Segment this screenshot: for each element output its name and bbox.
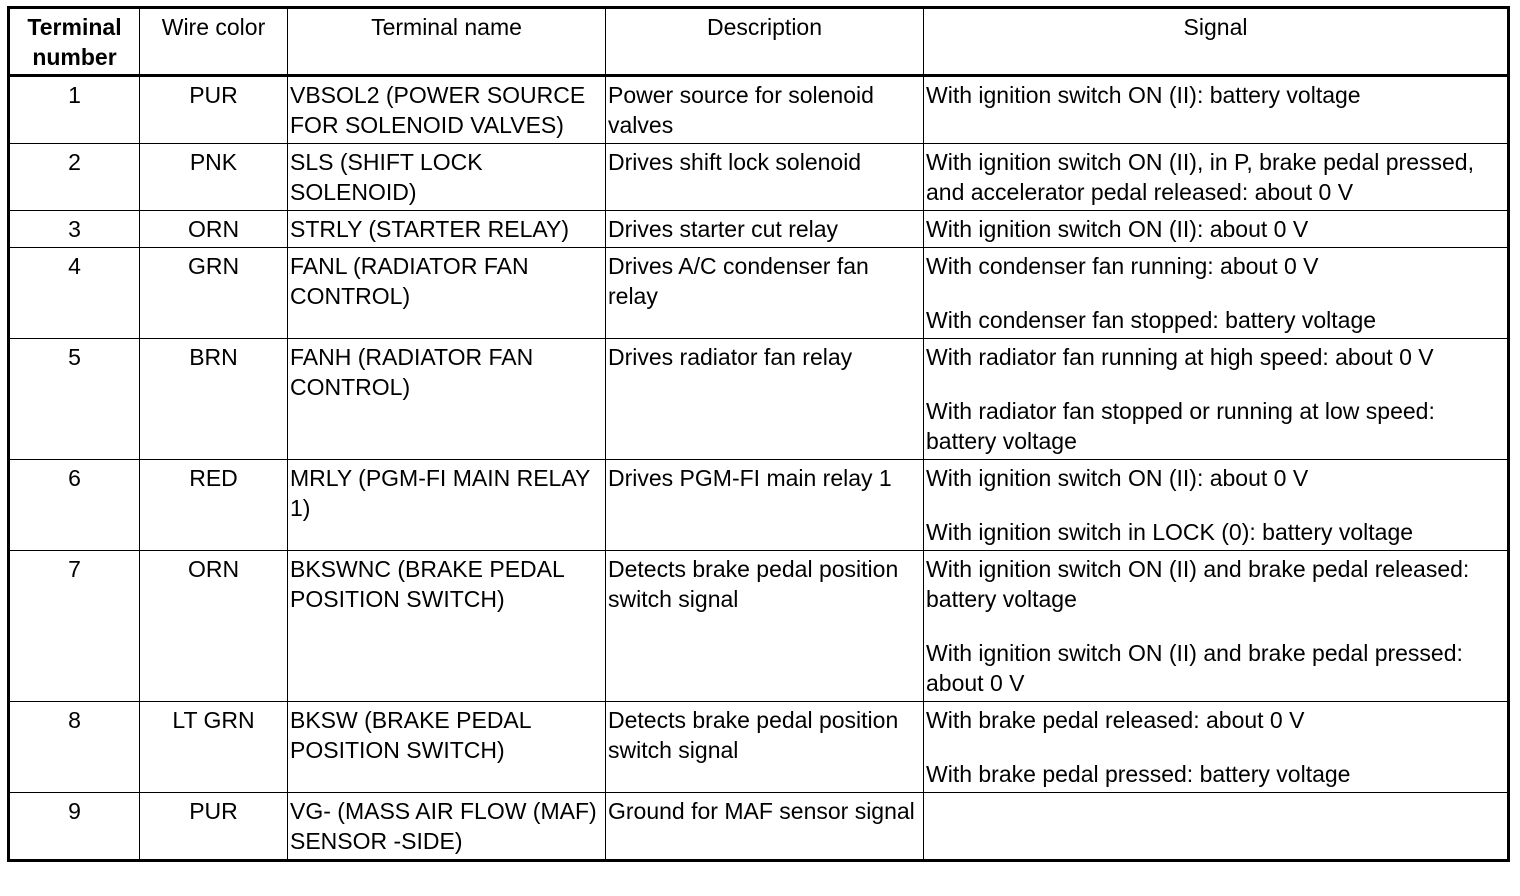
wire-color-cell: GRN <box>140 248 288 339</box>
signal-condition: With brake pedal pressed: battery voltage <box>926 761 1351 787</box>
signal-condition: With condenser fan stopped: battery voltage <box>926 307 1377 333</box>
header-description: Description <box>606 8 924 76</box>
terminal-name-cell: FANL (RADIATOR FAN CONTROL) <box>288 248 606 339</box>
terminal-name-cell: VG- (MASS AIR FLOW (MAF) SENSOR -SIDE) <box>288 793 606 861</box>
wire-color-cell: BRN <box>140 339 288 460</box>
signal-cell <box>924 339 1509 460</box>
signal-condition: With ignition switch ON (II) and brake pedal released: battery voltage <box>926 556 1470 612</box>
signal-cell <box>924 144 1509 211</box>
header-wire-color: Wire color <box>140 8 288 76</box>
header-terminal-name: Terminal name <box>288 8 606 76</box>
description-cell: Drives shift lock solenoid <box>606 144 924 211</box>
description-cell: Drives A/C condenser fan relay <box>606 248 924 339</box>
terminal-number-cell: 3 <box>9 211 140 248</box>
signal-cell <box>924 551 1509 702</box>
signal-condition: With ignition switch in LOCK (0): battery voltage <box>926 519 1414 545</box>
table-row <box>9 793 1509 861</box>
table-row <box>9 144 1509 211</box>
signal-cell <box>924 248 1509 339</box>
signal-cell <box>924 76 1509 144</box>
terminal-name-cell: MRLY (PGM-FI MAIN RELAY 1) <box>288 460 606 551</box>
terminal-number-cell: 9 <box>9 793 140 861</box>
wire-color-cell: ORN <box>140 551 288 702</box>
signal-condition: With ignition switch ON (II): about 0 V <box>926 465 1309 491</box>
table-row <box>9 76 1509 144</box>
terminal-number-cell: 1 <box>9 76 140 144</box>
wire-color-cell: RED <box>140 460 288 551</box>
description-cell: Ground for MAF sensor signal <box>606 793 924 861</box>
terminal-number-cell: 4 <box>9 248 140 339</box>
header-terminal-number <box>9 8 140 76</box>
signal-cell <box>924 702 1509 793</box>
signal-condition: With brake pedal released: about 0 V <box>926 707 1305 733</box>
table-row <box>9 702 1509 793</box>
terminal-number-cell: 2 <box>9 144 140 211</box>
header-terminal-number-line1: Terminal <box>27 14 122 40</box>
wire-color-cell: PUR <box>140 76 288 144</box>
terminal-name-cell: SLS (SHIFT LOCK SOLENOID) <box>288 144 606 211</box>
signal-condition: With ignition switch ON (II) and brake pedal pressed: about 0 V <box>926 640 1463 696</box>
header-signal: Signal <box>924 8 1509 76</box>
description-cell: Power source for solenoid valves <box>606 76 924 144</box>
signal-cell <box>924 211 1509 248</box>
signal-cell <box>924 460 1509 551</box>
wire-color-cell: PUR <box>140 793 288 861</box>
terminal-number-cell: 5 <box>9 339 140 460</box>
wire-color-cell: ORN <box>140 211 288 248</box>
table-row <box>9 460 1509 551</box>
table-row <box>9 551 1509 702</box>
signal-condition: With radiator fan stopped or running at low speed: battery voltage <box>926 398 1435 454</box>
terminal-number-cell: 7 <box>9 551 140 702</box>
wire-color-cell: LT GRN <box>140 702 288 793</box>
wire-color-cell: PNK <box>140 144 288 211</box>
signal-condition: With ignition switch ON (II): about 0 V <box>926 216 1309 242</box>
table-header <box>9 8 1509 76</box>
header-terminal-number-line2: number <box>32 44 117 70</box>
table-row <box>9 248 1509 339</box>
header-row <box>9 8 1509 76</box>
description-cell: Detects brake pedal position switch signal <box>606 551 924 702</box>
signal-condition: With condenser fan running: about 0 V <box>926 253 1319 279</box>
terminal-number-cell: 8 <box>9 702 140 793</box>
terminal-number-cell: 6 <box>9 460 140 551</box>
table-row <box>9 211 1509 248</box>
terminal-name-cell: STRLY (STARTER RELAY) <box>288 211 606 248</box>
terminal-name-cell: BKSWNC (BRAKE PEDAL POSITION SWITCH) <box>288 551 606 702</box>
table-row <box>9 339 1509 460</box>
terminal-name-cell: BKSW (BRAKE PEDAL POSITION SWITCH) <box>288 702 606 793</box>
signal-condition: With radiator fan running at high speed: about 0 V <box>926 344 1434 370</box>
signal-condition: With ignition switch ON (II): battery voltage <box>926 82 1361 108</box>
description-cell: Drives radiator fan relay <box>606 339 924 460</box>
signal-condition: With ignition switch ON (II), in P, brake pedal pressed, and accelerator pedal released: about 0 V <box>926 149 1474 205</box>
table-body <box>9 76 1509 861</box>
terminal-table <box>7 6 1510 862</box>
terminal-name-cell: VBSOL2 (POWER SOURCE FOR SOLENOID VALVES) <box>288 76 606 144</box>
description-cell: Detects brake pedal position switch signal <box>606 702 924 793</box>
description-cell: Drives PGM-FI main relay 1 <box>606 460 924 551</box>
description-cell: Drives starter cut relay <box>606 211 924 248</box>
terminal-name-cell: FANH (RADIATOR FAN CONTROL) <box>288 339 606 460</box>
signal-cell <box>924 793 1509 861</box>
